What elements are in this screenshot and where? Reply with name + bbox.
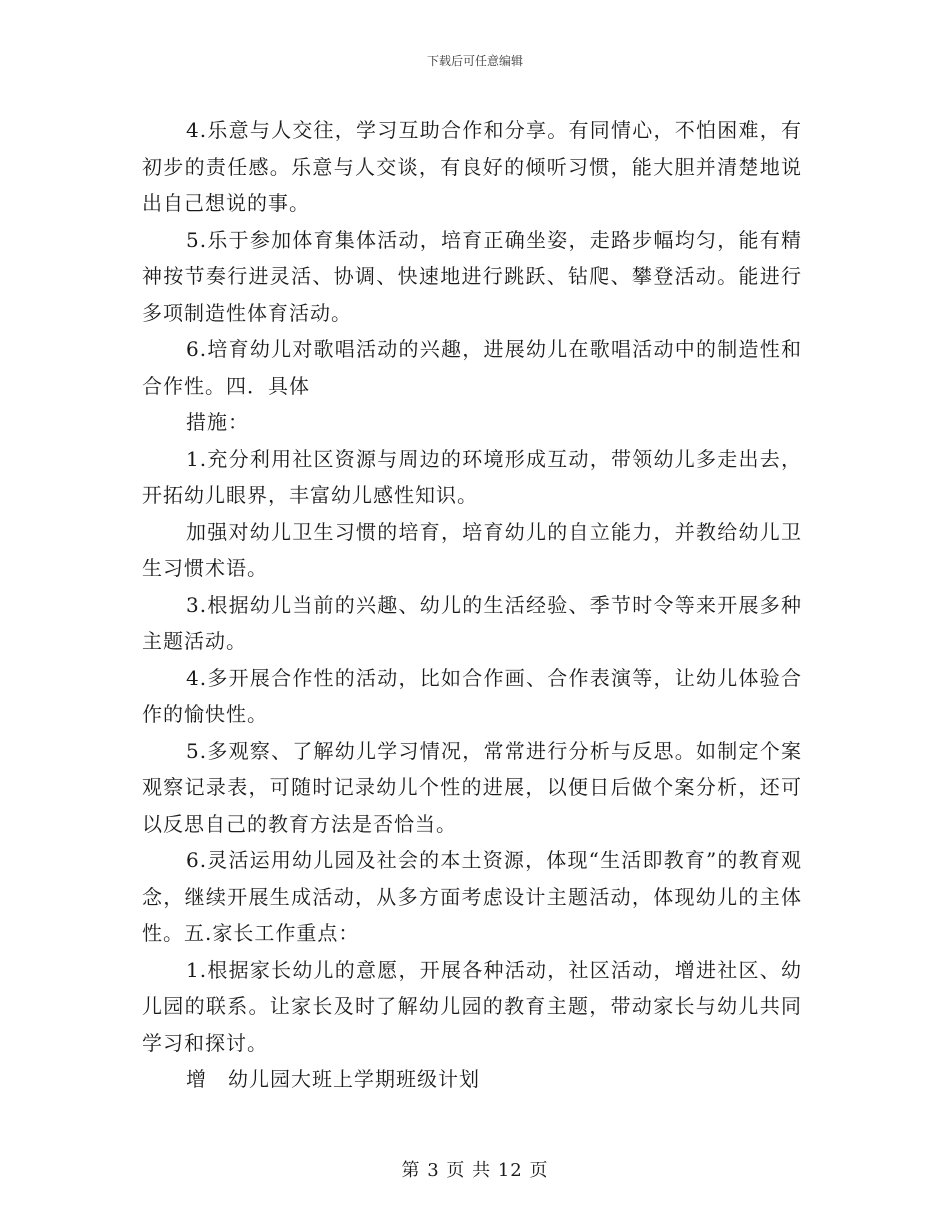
paragraph: 6.灵活运用幼儿园及社会的本土资源，体现“生活即教育”的教育观念，继续开展生成活动，从多方面考虑设计主题活动，体现幼儿的主体性。五.家长工作重点：: [142, 848, 802, 945]
paragraph: 5.乐于参加体育集体活动，培育正确坐姿，走路步幅均匀，能有精神按节奏行进灵活、协调、快速地进行跳跃、钻爬、攀登活动。能进行多项制造性体育活动。: [142, 227, 802, 325]
paragraph: 1.充分利用社区资源与周边的环境形成互动，带领幼儿多走出去，开拓幼儿眼界，丰富幼儿感性知识。: [142, 446, 802, 507]
paragraph: 1.根据家长幼儿的意愿，开展各种活动，社区活动，增进社区、幼儿园的联系。让家长及时了解幼儿园的教育主题，带动家长与幼儿共同学习和探讨。: [142, 957, 802, 1055]
paragraph: 加强对幼儿卫生习惯的培育，培育幼儿的自立能力，并教给幼儿卫生习惯术语。: [142, 519, 802, 580]
paragraph: 4.乐意与人交往，学习互助合作和分享。有同情心，不怕困难，有初步的责任感。乐意与人交谈，有良好的倾听习惯，能大胆并清楚地说出自己想说的事。: [142, 118, 802, 215]
document-body: [142, 112, 802, 1098]
paragraph: 3.根据幼儿当前的兴趣、幼儿的生活经验、季节时令等来开展多种主题活动。: [142, 592, 802, 653]
page-header: 下载后可任意编辑: [426, 54, 523, 68]
page-number: 第 3 页 共 12 页: [401, 1160, 549, 1181]
paragraph: 6.培育幼儿对歌唱活动的兴趣，进展幼儿在歌唱活动中的制造性和合作性。四．具体: [142, 337, 802, 398]
paragraph: 4.多开展合作性的活动，比如合作画、合作表演等，让幼儿体验合作的愉快性。: [142, 665, 802, 726]
paragraph: 措施：: [186, 410, 249, 434]
paragraph: 增 幼儿园大班上学期班级计划: [186, 1067, 480, 1091]
paragraph: 5.多观察、了解幼儿学习情况，常常进行分析与反思。如制定个案观察记录表，可随时记录幼儿个性的进展，以便日后做个案分析，还可以反思自己的教育方法是否恰当。: [142, 738, 802, 836]
